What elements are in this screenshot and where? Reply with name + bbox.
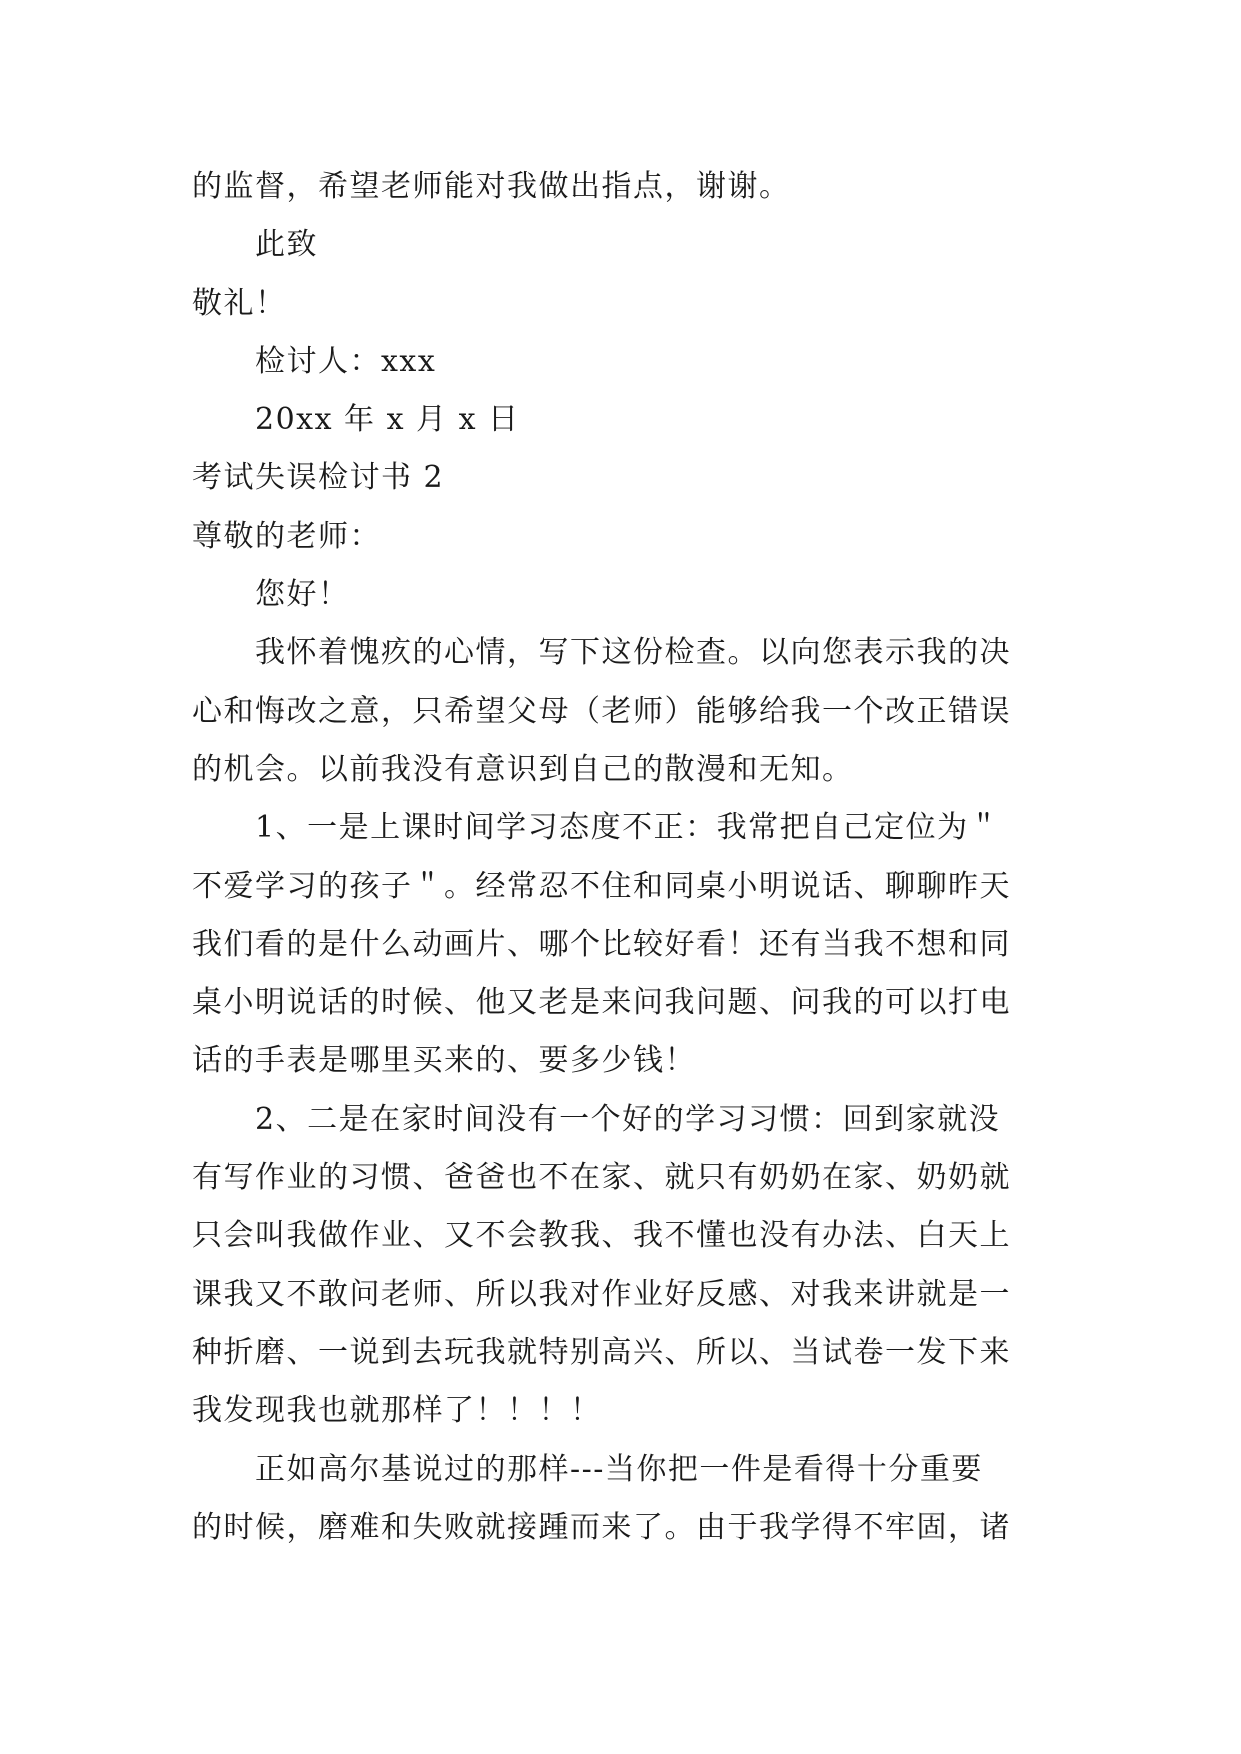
section-title: 考试失误检讨书 2 [192,460,445,496]
text-line: 不爱学习的孩子＂。经常忍不住和同桌小明说话、聊聊昨天 [192,868,1011,904]
closing-respect: 敬礼！ [192,285,287,321]
text-line: 心和悔改之意，只希望父母（老师）能够给我一个改正错误 [192,693,1011,729]
text-line: 的监督，希望老师能对我做出指点，谢谢。 [192,169,791,204]
text-line: 我们看的是什么动画片、哪个比较好看！还有当我不想和同 [192,926,1011,962]
text-line: 种折磨、一说到去玩我就特别高兴、所以、当试卷一发下来 [192,1334,1011,1370]
document-body [192,158,1062,1557]
text-line: 桌小明说话的时候、他又老是来问我问题、问我的可以打电 [192,985,1011,1021]
text-line: 的机会。以前我没有意识到自己的散漫和无知。 [192,751,854,787]
text-line: 2、二是在家时间没有一个好的学习习惯：回到家就没 [255,1101,1001,1137]
closing-salutation: 此致 [255,227,318,263]
text-line: 的时候，磨难和失败就接踵而来了。由于我学得不牢固，诸 [192,1509,1011,1545]
text-line: 我怀着愧疚的心情，写下这份检查。以向您表示我的决 [255,635,1011,671]
date-line: 20xx 年 x 月 x 日 [255,402,520,438]
text-line: 话的手表是哪里买来的、要多少钱！ [192,1043,696,1079]
text-line: 正如高尔基说过的那样---当你把一件是看得十分重要 [255,1451,983,1487]
signature-line: 检讨人：xxx [255,343,437,379]
text-line: 1、一是上课时间学习态度不正：我常把自己定位为＂ [255,810,1001,846]
text-line: 我发现我也就那样了！！！！ [192,1393,602,1429]
text-line: 有写作业的习惯、爸爸也不在家、就只有奶奶在家、奶奶就 [192,1160,1011,1196]
greeting-addressee: 尊敬的老师： [192,518,381,554]
text-line: 只会叫我做作业、又不会教我、我不懂也没有办法、白天上 [192,1218,1011,1254]
greeting: 您好！ [255,577,350,613]
text-line: 课我又不敢问老师、所以我对作业好反感、对我来讲就是一 [192,1276,1011,1312]
